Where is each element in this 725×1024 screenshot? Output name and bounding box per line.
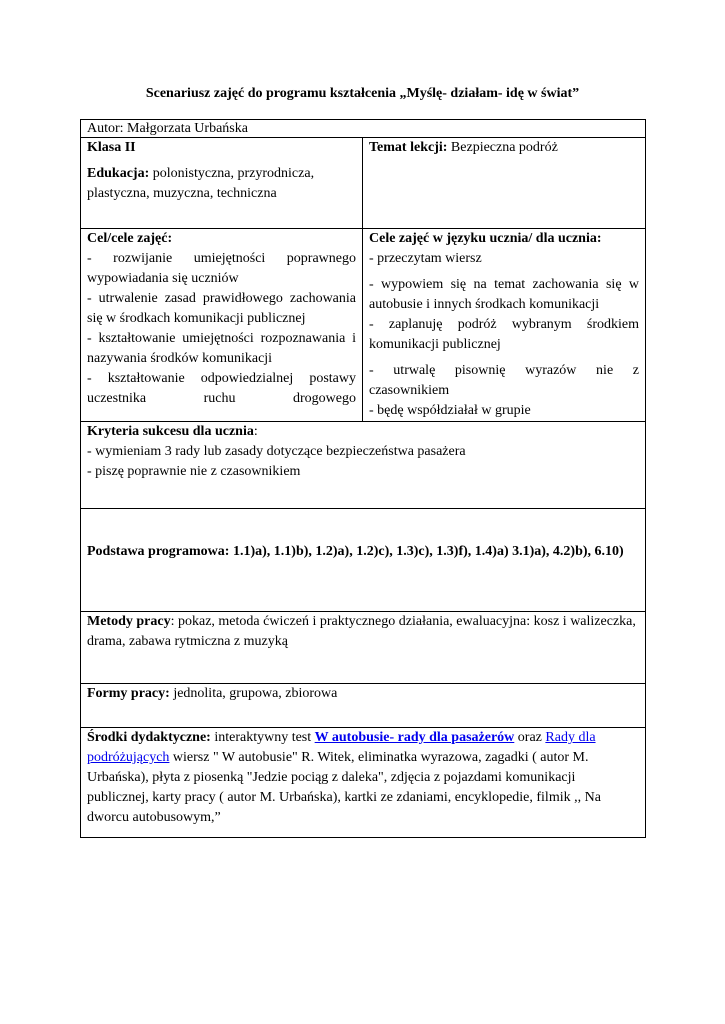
class-cell	[81, 138, 363, 229]
forms-cell	[81, 684, 646, 728]
means-cell	[81, 728, 646, 838]
criteria-label: Kryteria sukcesu dla ucznia	[87, 424, 254, 439]
curriculum-base-text: Podstawa programowa: 1.1)a), 1.1)b), 1.2)a), 1.2)c), 1.3)c), 1.3)f), 1.4)a) 3.1)a), 4.2)b), 6.10)	[87, 544, 624, 559]
means-label: Środki dydaktyczne:	[87, 730, 211, 745]
means-text: oraz	[514, 730, 546, 745]
goal-item: - utrwalenie zasad prawidłowego zachowania się w środkach komunikacji publicznej	[87, 291, 356, 326]
curriculum-base-cell	[81, 509, 646, 612]
topic-value: Bezpieczna podróż	[447, 140, 558, 155]
student-goal-item: - zaplanuję podróż wybranym środkiem komunikacji publicznej	[369, 317, 640, 352]
goals-cell	[81, 229, 363, 422]
curriculum-base-row	[81, 509, 646, 612]
means-text: wiersz " W autobusie" R. Witek, eliminatka wyrazowa, zagadki ( autor M. Urbańska), płyta z piosenką "Jedzie pociąg z daleka", zdjęcia z pojazdami komunikacji publicznej, karty pracy ( autor M. Urbańska), kartki ze zdaniami, encyklopedie, filmik ,, Na dworcu autobusowym,”	[87, 750, 601, 825]
lesson-plan-table	[80, 119, 646, 838]
document-title: Scenariusz zajęć do programu kształcenia „Myślę- działam- idę w świat”	[145, 86, 580, 101]
criteria-row	[81, 422, 646, 509]
methods-label: Metody pracy	[87, 614, 171, 629]
criteria-item: - piszę poprawnie nie z czasownikiem	[87, 464, 301, 479]
student-goal-item: - będę współdziałał w grupie	[369, 403, 531, 418]
forms-label: Formy pracy:	[87, 686, 170, 701]
criteria-colon: :	[253, 424, 258, 439]
methods-value: : pokaz, metoda ćwiczeń i praktycznego działania, ewaluacyjna: kosz i walizeczka, drama, zabawa rytmiczna z muzyką	[87, 614, 636, 649]
student-goals-label: Cele zajęć w języku ucznia/ dla ucznia:	[369, 231, 602, 246]
topic-cell	[363, 138, 646, 229]
goals-row	[81, 229, 646, 422]
criteria-heading	[87, 422, 639, 442]
means-text: interaktywny test	[210, 730, 315, 745]
author-row	[81, 120, 646, 138]
student-goal-item: - utrwalę pisownię wyrazów nie z czasownikiem	[369, 363, 640, 398]
means-row	[81, 728, 646, 838]
goal-item: - kształtowanie odpowiedzialnej postawy uczestnika ruchu drogowego	[87, 371, 356, 406]
education-value: polonistyczna, przyrodnicza, plastyczna, muzyczna, techniczna	[87, 166, 315, 201]
goal-item: - kształtowanie umiejętności rozpoznawania i nazywania środków komunikacji	[87, 331, 356, 366]
criteria-item: - wymieniam 3 rady lub zasady dotyczące bezpieczeństwa pasażera	[87, 444, 466, 459]
student-goal-item: - przeczytam wiersz	[369, 251, 482, 266]
class-label: Klasa II	[87, 140, 136, 155]
author-cell: Autor: Małgorzata Urbańska	[81, 120, 646, 138]
student-goals-cell	[363, 229, 646, 422]
topic-label: Temat lekcji:	[369, 140, 448, 155]
education-line	[87, 164, 356, 204]
forms-value: jednolita, grupowa, zbiorowa	[169, 686, 338, 701]
class-topic-row	[81, 138, 646, 229]
methods-cell	[81, 612, 646, 684]
forms-row	[81, 684, 646, 728]
methods-row	[81, 612, 646, 684]
goals-label: Cel/cele zajęć:	[87, 231, 173, 246]
travel-tips-link[interactable]: Rady dla podróżujących	[87, 730, 596, 765]
autobus-test-link[interactable]: W autobusie- rady dla pasażerów	[314, 730, 515, 745]
education-label: Edukacja:	[87, 166, 150, 181]
criteria-cell	[81, 422, 646, 509]
goal-item: - rozwijanie umiejętności poprawnego wypowiadania się uczniów	[87, 251, 356, 286]
student-goal-item: - wypowiem się na temat zachowania się w autobusie i innych środkach komunikacji	[369, 277, 640, 312]
